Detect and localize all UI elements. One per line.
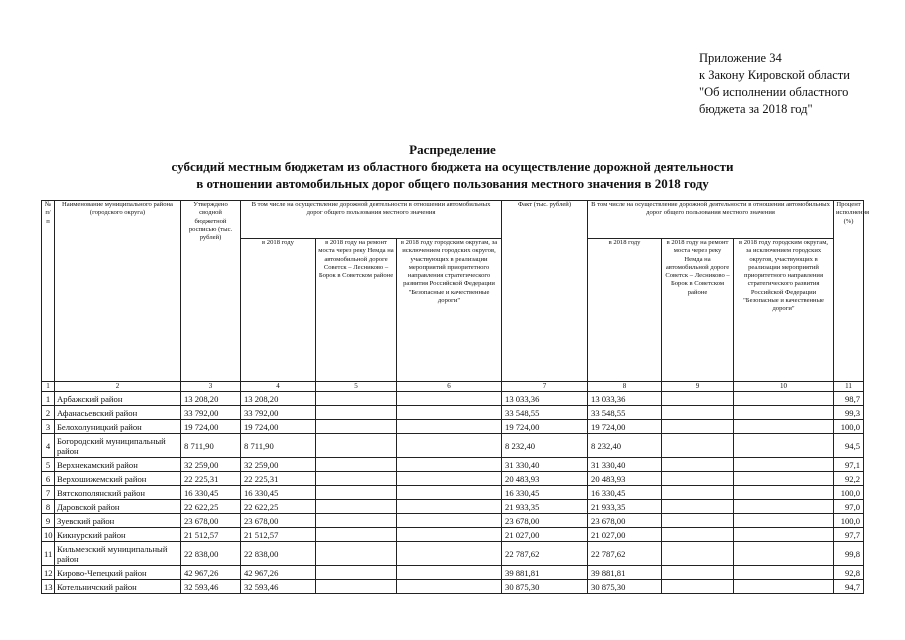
cell-a2018: 23 678,00 [241, 514, 316, 528]
cell-f2018: 8 232,40 [588, 434, 662, 458]
cell-f2018: 39 881,81 [588, 566, 662, 580]
appendix-note [699, 50, 850, 118]
cell-a2018: 19 724,00 [241, 420, 316, 434]
cell-name: Котельничский район [55, 580, 181, 594]
cell-n: 10 [42, 528, 55, 542]
cell-n: 5 [42, 458, 55, 472]
cell-fact: 39 881,81 [502, 566, 588, 580]
cell-fact: 33 548,55 [502, 406, 588, 420]
cell-pct: 94,7 [834, 580, 864, 594]
cell-name: Кикнурский район [55, 528, 181, 542]
col-number: 2 [55, 382, 181, 392]
cell-name: Кирово-Чепецкий район [55, 566, 181, 580]
cell-n: 3 [42, 420, 55, 434]
cell-empty [734, 514, 834, 528]
cell-empty [316, 514, 397, 528]
cell-empty [316, 392, 397, 406]
document-title: Распределение [409, 142, 496, 157]
col-number: 1 [42, 382, 55, 392]
cell-empty [734, 528, 834, 542]
cell-f2018: 20 483,93 [588, 472, 662, 486]
cell-empty [662, 580, 734, 594]
document-subtitle-2: в отношении автомобильных дорог общего пользования местного значения в 2018 году [196, 176, 709, 191]
table-row [42, 514, 864, 528]
cell-empty [662, 528, 734, 542]
table-row [42, 472, 864, 486]
cell-empty [316, 472, 397, 486]
subsidies-table [41, 200, 870, 594]
cell-fact: 13 033,36 [502, 392, 588, 406]
cell-pct: 97,0 [834, 500, 864, 514]
cell-empty [397, 542, 502, 566]
cell-pct: 100,0 [834, 514, 864, 528]
cell-n: 11 [42, 542, 55, 566]
cell-pct: 99,8 [834, 542, 864, 566]
cell-empty [397, 580, 502, 594]
cell-empty [397, 528, 502, 542]
cell-approved: 13 208,20 [181, 392, 241, 406]
cell-approved: 8 711,90 [181, 434, 241, 458]
cell-fact: 21 027,00 [502, 528, 588, 542]
cell-empty [734, 566, 834, 580]
cell-empty [662, 406, 734, 420]
cell-pct: 94,5 [834, 434, 864, 458]
cell-empty [662, 500, 734, 514]
col-number: 11 [834, 382, 864, 392]
cell-empty [397, 434, 502, 458]
cell-a2018: 22 838,00 [241, 542, 316, 566]
cell-fact: 22 787,62 [502, 542, 588, 566]
cell-n: 8 [42, 500, 55, 514]
cell-empty [734, 392, 834, 406]
cell-empty [316, 420, 397, 434]
cell-approved: 32 593,46 [181, 580, 241, 594]
table-row [42, 458, 864, 472]
appendix-line-3: "Об исполнении областного [699, 85, 849, 99]
header-approved-program: в 2018 году городским округам, за исключением городских округов, участвующих в реализации мероприятий приоритетного направления стратегического развития Российской Федерации "Безопасные и качественные дороги" [397, 239, 502, 382]
cell-approved: 23 678,00 [181, 514, 241, 528]
table-row [42, 392, 864, 406]
cell-fact: 8 232,40 [502, 434, 588, 458]
header-percent: Процент исполнения (%) [834, 201, 864, 382]
cell-approved: 19 724,00 [181, 420, 241, 434]
cell-empty [397, 392, 502, 406]
cell-a2018: 16 330,45 [241, 486, 316, 500]
cell-empty [734, 542, 834, 566]
cell-empty [397, 406, 502, 420]
cell-empty [397, 458, 502, 472]
cell-empty [316, 500, 397, 514]
cell-pct: 100,0 [834, 486, 864, 500]
appendix-line-4: бюджета за 2018 год" [699, 102, 813, 116]
col-number: 3 [181, 382, 241, 392]
cell-empty [662, 542, 734, 566]
cell-empty [316, 486, 397, 500]
cell-n: 13 [42, 580, 55, 594]
cell-a2018: 21 512,57 [241, 528, 316, 542]
cell-pct: 98,7 [834, 392, 864, 406]
cell-n: 6 [42, 472, 55, 486]
cell-empty [316, 406, 397, 420]
cell-empty [397, 472, 502, 486]
header-name: Наименование муниципального района (городского округа) [55, 201, 181, 382]
cell-name: Верхнекамский район [55, 458, 181, 472]
cell-fact: 21 933,35 [502, 500, 588, 514]
cell-fact: 23 678,00 [502, 514, 588, 528]
cell-empty [662, 420, 734, 434]
cell-fact: 31 330,40 [502, 458, 588, 472]
cell-approved: 21 512,57 [181, 528, 241, 542]
cell-a2018: 33 792,00 [241, 406, 316, 420]
col-number: 9 [662, 382, 734, 392]
cell-approved: 22 838,00 [181, 542, 241, 566]
cell-empty [397, 420, 502, 434]
header-fact: Факт (тыс. рублей) [502, 201, 588, 382]
cell-n: 7 [42, 486, 55, 500]
cell-empty [734, 434, 834, 458]
cell-a2018: 13 208,20 [241, 392, 316, 406]
cell-f2018: 19 724,00 [588, 420, 662, 434]
table-row [42, 434, 864, 458]
header-fact-program: в 2018 году городским округам, за исключением городских округов, участвующих в реализации мероприятий приоритетного направления стратегического развития Российской Федерации "Безопасные и качественные дороги" [734, 239, 834, 382]
col-number: 6 [397, 382, 502, 392]
cell-pct: 92,2 [834, 472, 864, 486]
cell-f2018: 21 933,35 [588, 500, 662, 514]
cell-empty [397, 486, 502, 500]
col-number: 7 [502, 382, 588, 392]
cell-a2018: 22 622,25 [241, 500, 316, 514]
cell-fact: 30 875,30 [502, 580, 588, 594]
cell-a2018: 32 259,00 [241, 458, 316, 472]
cell-empty [397, 500, 502, 514]
cell-empty [662, 566, 734, 580]
cell-empty [316, 434, 397, 458]
cell-name: Зуевский район [55, 514, 181, 528]
cell-empty [397, 566, 502, 580]
document-subtitle-1: субсидий местным бюджетам из областного бюджета на осуществление дорожной деятельности [171, 159, 734, 174]
header-approved-bridge: в 2018 году на ремонт моста через реку Немда на автомобильной дороге Советск – Лесниково – Борок в Советском районе [316, 239, 397, 382]
cell-pct: 99,3 [834, 406, 864, 420]
appendix-line-2: к Закону Кировской области [699, 68, 850, 82]
cell-name: Верхошижемский район [55, 472, 181, 486]
cell-f2018: 23 678,00 [588, 514, 662, 528]
header-approved-2018: в 2018 году [241, 239, 316, 382]
cell-f2018: 21 027,00 [588, 528, 662, 542]
cell-f2018: 22 787,62 [588, 542, 662, 566]
cell-name: Кильмезский муниципальный район [55, 542, 181, 566]
cell-pct: 97,7 [834, 528, 864, 542]
cell-empty [734, 458, 834, 472]
cell-empty [734, 420, 834, 434]
table-row [42, 420, 864, 434]
cell-empty [734, 472, 834, 486]
cell-empty [316, 580, 397, 594]
cell-name: Даровской район [55, 500, 181, 514]
col-number: 10 [734, 382, 834, 392]
table-row [42, 580, 864, 594]
cell-empty [316, 566, 397, 580]
cell-empty [316, 528, 397, 542]
cell-name: Богородский муниципальный район [55, 434, 181, 458]
cell-a2018: 22 225,31 [241, 472, 316, 486]
cell-pct: 92,8 [834, 566, 864, 580]
header-fact-group: В том числе на осуществление дорожной деятельности в отношении автомобильных дорог общего пользования местного значения [588, 201, 834, 239]
header-approved: Утверждено сводной бюджетной росписью (тыс. рублей) [181, 201, 241, 382]
cell-fact: 19 724,00 [502, 420, 588, 434]
cell-f2018: 13 033,36 [588, 392, 662, 406]
cell-f2018: 31 330,40 [588, 458, 662, 472]
appendix-line-1: Приложение 34 [699, 51, 782, 65]
cell-n: 4 [42, 434, 55, 458]
cell-empty [662, 472, 734, 486]
cell-f2018: 16 330,45 [588, 486, 662, 500]
cell-n: 1 [42, 392, 55, 406]
col-number: 8 [588, 382, 662, 392]
cell-empty [662, 514, 734, 528]
cell-empty [734, 580, 834, 594]
cell-fact: 16 330,45 [502, 486, 588, 500]
col-number: 4 [241, 382, 316, 392]
cell-empty [662, 486, 734, 500]
header-approved-group: В том числе на осуществление дорожной деятельности в отношении автомобильных дорог общего пользования местного значения [241, 201, 502, 239]
cell-empty [316, 458, 397, 472]
cell-empty [734, 500, 834, 514]
cell-approved: 33 792,00 [181, 406, 241, 420]
table-row [42, 528, 864, 542]
cell-empty [662, 434, 734, 458]
cell-a2018: 32 593,46 [241, 580, 316, 594]
cell-a2018: 42 967,26 [241, 566, 316, 580]
col-number: 5 [316, 382, 397, 392]
cell-n: 12 [42, 566, 55, 580]
table-row [42, 486, 864, 500]
cell-approved: 32 259,00 [181, 458, 241, 472]
header-fact-bridge: в 2018 году на ремонт моста через реку Немда на автомобильной дороге Советск – Лесниково – Борок в Советском районе [662, 239, 734, 382]
cell-name: Белохолуницкий район [55, 420, 181, 434]
cell-name: Арбажский район [55, 392, 181, 406]
cell-fact: 20 483,93 [502, 472, 588, 486]
table-row [42, 500, 864, 514]
cell-approved: 22 225,31 [181, 472, 241, 486]
cell-approved: 42 967,26 [181, 566, 241, 580]
header-fact-2018: в 2018 году [588, 239, 662, 382]
cell-approved: 22 622,25 [181, 500, 241, 514]
cell-a2018: 8 711,90 [241, 434, 316, 458]
cell-pct: 97,1 [834, 458, 864, 472]
cell-empty [662, 458, 734, 472]
cell-pct: 100,0 [834, 420, 864, 434]
cell-empty [662, 392, 734, 406]
cell-empty [316, 542, 397, 566]
cell-empty [734, 486, 834, 500]
header-num: № п/п [42, 201, 55, 382]
cell-name: Вятскополянский район [55, 486, 181, 500]
cell-empty [734, 406, 834, 420]
table-row [42, 406, 864, 420]
column-number-row [42, 382, 864, 392]
table-row [42, 566, 864, 580]
cell-approved: 16 330,45 [181, 486, 241, 500]
table-row [42, 542, 864, 566]
cell-f2018: 33 548,55 [588, 406, 662, 420]
cell-n: 9 [42, 514, 55, 528]
cell-n: 2 [42, 406, 55, 420]
cell-f2018: 30 875,30 [588, 580, 662, 594]
cell-name: Афанасьевский район [55, 406, 181, 420]
cell-empty [397, 514, 502, 528]
